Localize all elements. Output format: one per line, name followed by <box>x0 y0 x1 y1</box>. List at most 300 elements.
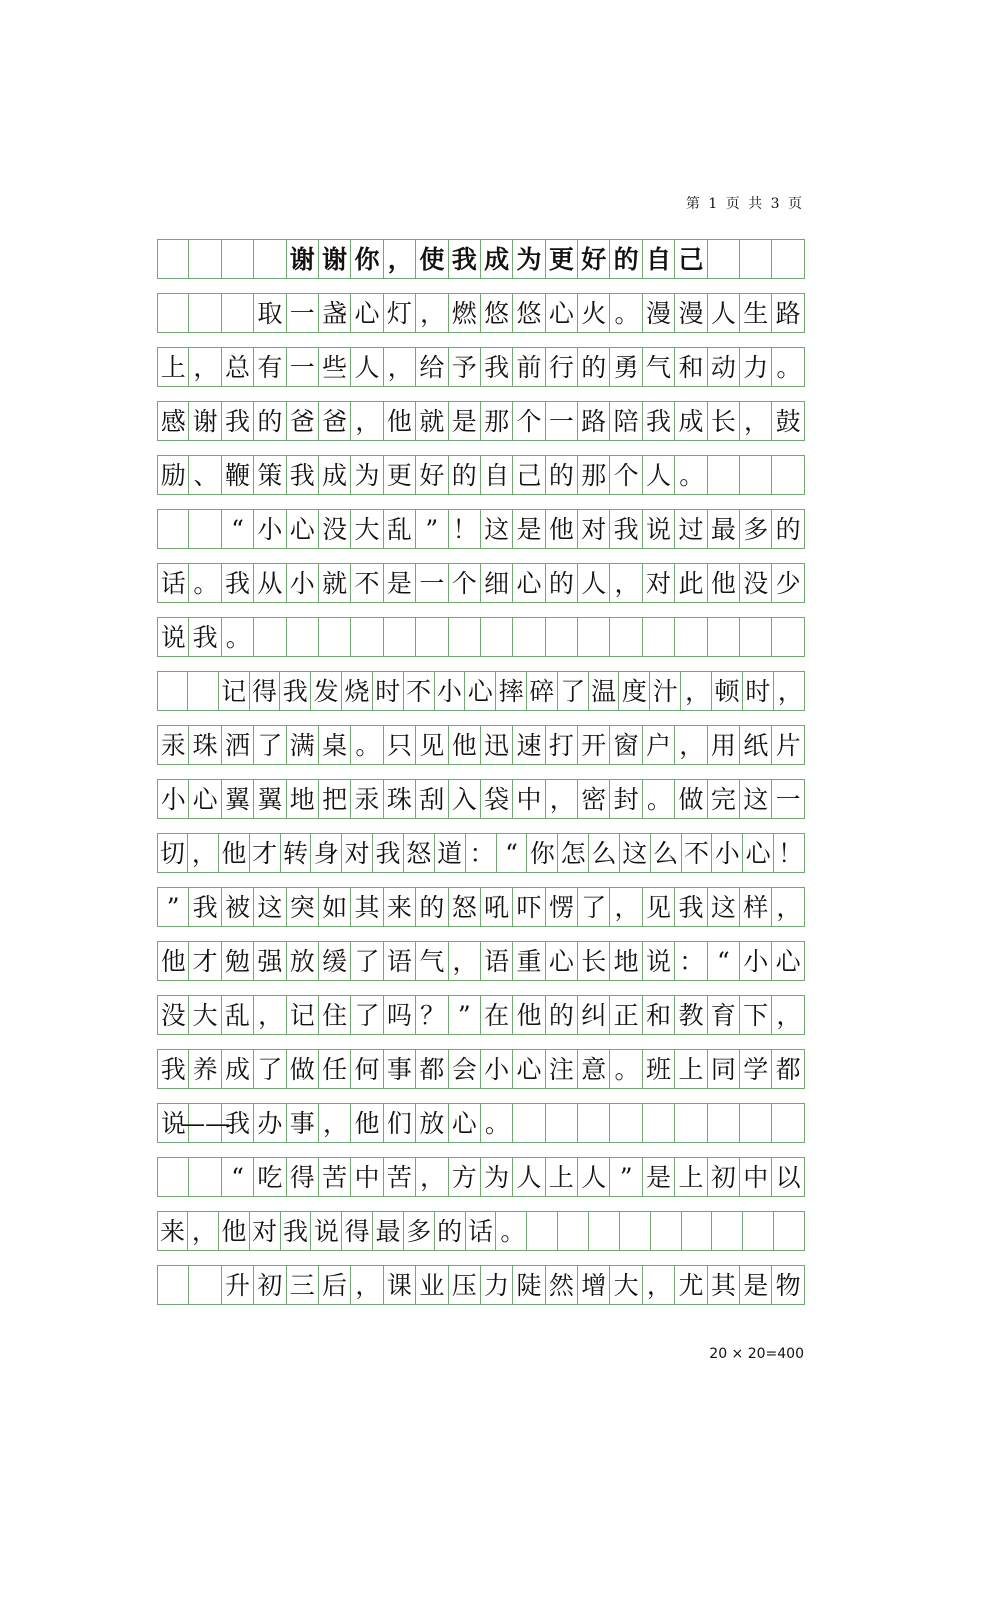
grid-cell: 他 <box>513 995 545 1035</box>
grid-cell: 他 <box>219 833 250 873</box>
grid-cell: 那 <box>578 455 610 495</box>
grid-cell: 动 <box>708 347 740 387</box>
grid-cell: 小 <box>481 1049 513 1089</box>
grid-cell: 被 <box>222 887 254 927</box>
grid-cell: 纸 <box>740 725 772 765</box>
text-row <box>157 1211 805 1251</box>
row-gap <box>157 1305 805 1319</box>
text-row <box>157 347 805 387</box>
grid-cell <box>740 239 772 279</box>
grid-cell: 一 <box>772 779 804 819</box>
grid-cell: 成 <box>222 1049 254 1089</box>
grid-cell: 话 <box>157 563 189 603</box>
grid-cell: 顿 <box>712 671 743 711</box>
grid-cell: ！ <box>449 509 481 549</box>
grid-cell: 见 <box>643 887 675 927</box>
grid-cell: 尤 <box>675 1265 707 1305</box>
grid-cell: ， <box>546 779 578 819</box>
grid-cell: 他 <box>449 725 481 765</box>
grid-cell: 个 <box>610 455 642 495</box>
grid-cell <box>319 617 351 657</box>
title-row <box>157 239 805 279</box>
grid-cell: “ <box>222 509 254 549</box>
row-gap <box>157 1035 805 1049</box>
grid-cell: 袋 <box>481 779 513 819</box>
row-gap <box>157 819 805 833</box>
row-gap <box>157 333 805 347</box>
grid-cell: 怎 <box>558 833 589 873</box>
grid-cell: 学 <box>740 1049 772 1089</box>
grid-cell: 初 <box>708 1157 740 1197</box>
grid-cell: 盏 <box>319 293 351 333</box>
grid-cell: 的 <box>546 455 578 495</box>
grid-cell: 说 <box>157 617 189 657</box>
grid-cell: 时 <box>743 671 774 711</box>
grid-cell <box>558 1211 589 1251</box>
grid-cell: 他 <box>351 1103 383 1143</box>
grid-cell: 鼓 <box>772 401 804 441</box>
grid-cell: 初 <box>254 1265 286 1305</box>
row-gap <box>157 927 805 941</box>
grid-cell: 转 <box>281 833 312 873</box>
grid-cell: 取 <box>254 293 286 333</box>
grid-cell: 谢 <box>319 239 351 279</box>
grid-cell <box>643 1103 675 1143</box>
grid-cell <box>189 239 221 279</box>
grid-cell: 我 <box>481 347 513 387</box>
grid-cell: ， <box>772 995 804 1035</box>
grid-cell: 我 <box>189 617 221 657</box>
grid-cell: 注 <box>546 1049 578 1089</box>
grid-cell <box>157 293 189 333</box>
grid-cell: 力 <box>481 1265 513 1305</box>
grid-cell <box>384 617 416 657</box>
grid-cell: 他 <box>546 509 578 549</box>
grid-cell <box>740 455 772 495</box>
text-row <box>157 293 805 333</box>
grid-cell <box>675 1103 707 1143</box>
grid-cell: 得 <box>250 671 281 711</box>
grid-cell: 己 <box>513 455 545 495</box>
grid-cell: 心 <box>546 941 578 981</box>
grid-cell: 最 <box>373 1211 404 1251</box>
grid-cell: 那 <box>481 401 513 441</box>
grid-cell <box>157 1265 189 1305</box>
grid-cell: 身 <box>311 833 342 873</box>
grid-cell <box>620 1211 651 1251</box>
grid-cell: 三 <box>287 1265 319 1305</box>
grid-cell: 我 <box>189 887 221 927</box>
text-row <box>157 671 805 711</box>
grid-cell: 。 <box>610 293 642 333</box>
grid-cell <box>712 1211 743 1251</box>
grid-cell: 谢 <box>287 239 319 279</box>
grid-cell <box>222 239 254 279</box>
grid-cell: ， <box>643 1265 675 1305</box>
grid-cell: 对 <box>578 509 610 549</box>
grid-cell: 悠 <box>481 293 513 333</box>
grid-cell: 大 <box>189 995 221 1035</box>
grid-cell: 没 <box>740 563 772 603</box>
row-gap <box>157 873 805 887</box>
text-row <box>157 401 805 441</box>
grid-cell: 强 <box>254 941 286 981</box>
grid-cell: 我 <box>281 1211 312 1251</box>
text-row <box>157 509 805 549</box>
grid-cell: 小 <box>435 671 466 711</box>
grid-cell: 是 <box>513 509 545 549</box>
grid-cell: 如 <box>319 887 351 927</box>
text-row <box>157 941 805 981</box>
grid-cell: 都 <box>772 1049 804 1089</box>
grid-cell <box>189 509 221 549</box>
grid-cell: 。 <box>643 779 675 819</box>
grid-cell: 。 <box>481 1103 513 1143</box>
grid-cell: ， <box>740 401 772 441</box>
grid-cell: 他 <box>384 401 416 441</box>
grid-cell <box>222 293 254 333</box>
grid-cell: 发 <box>311 671 342 711</box>
grid-cell: 灯 <box>384 293 416 333</box>
row-gap <box>157 981 805 995</box>
grid-cell: 个 <box>513 401 545 441</box>
text-row <box>157 455 805 495</box>
grid-cell: 己 <box>675 239 707 279</box>
grid-cell <box>546 1103 578 1143</box>
grid-cell: 翼 <box>254 779 286 819</box>
grid-cell: 成 <box>675 401 707 441</box>
grid-cell: 予 <box>449 347 481 387</box>
grid-cell: 此 <box>675 563 707 603</box>
grid-cell: 汞 <box>157 725 189 765</box>
grid-cell <box>578 1103 610 1143</box>
grid-cell: 心 <box>287 509 319 549</box>
grid-cell: “ <box>222 1157 254 1197</box>
grid-cell: 才 <box>250 833 281 873</box>
grid-cell: ， <box>772 887 804 927</box>
grid-cell: 突 <box>287 887 319 927</box>
grid-cell <box>708 455 740 495</box>
grid-cell: ， <box>351 401 383 441</box>
grid-cell: 大 <box>351 509 383 549</box>
grid-cell: 的 <box>546 995 578 1035</box>
grid-cell: 就 <box>319 563 351 603</box>
grid-cell <box>743 1211 774 1251</box>
grid-cell: 大 <box>610 1265 642 1305</box>
grid-cell: 迅 <box>481 725 513 765</box>
grid-cell: 缓 <box>319 941 351 981</box>
grid-cell: 户 <box>643 725 675 765</box>
grid-cell: 道 <box>435 833 466 873</box>
grid-cell: 温 <box>589 671 620 711</box>
grid-cell: ： <box>675 941 707 981</box>
grid-cell: ， <box>384 239 416 279</box>
grid-cell: 在 <box>481 995 513 1035</box>
grid-cell: 珠 <box>189 725 221 765</box>
grid-cell: 总 <box>222 347 254 387</box>
text-row <box>157 779 805 819</box>
row-gap <box>157 657 805 671</box>
text-row <box>157 1049 805 1089</box>
grid-cell: 的 <box>449 455 481 495</box>
grid-cell: 生 <box>740 293 772 333</box>
grid-cell <box>708 239 740 279</box>
grid-cell: 他 <box>708 563 740 603</box>
grid-cell: 同 <box>708 1049 740 1089</box>
grid-cell: 上 <box>675 1049 707 1089</box>
grid-cell <box>351 617 383 657</box>
grid-cell: 么 <box>589 833 620 873</box>
grid-cell: 。 <box>496 1211 527 1251</box>
grid-cell: 我 <box>675 887 707 927</box>
grid-cell: 了 <box>351 995 383 1035</box>
grid-cell: 心 <box>772 941 804 981</box>
text-row <box>157 725 805 765</box>
grid-cell: 把 <box>319 779 351 819</box>
grid-cell: 养 <box>189 1049 221 1089</box>
grid-cell: 会 <box>449 1049 481 1089</box>
grid-cell: 些 <box>319 347 351 387</box>
grid-cell: 力 <box>740 347 772 387</box>
grid-cell: 爸 <box>319 401 351 441</box>
grid-cell: 用 <box>708 725 740 765</box>
grid-cell: 说 <box>643 509 675 549</box>
grid-cell: 没 <box>157 995 189 1035</box>
row-gap <box>157 765 805 779</box>
grid-cell <box>157 509 189 549</box>
row-gap <box>157 603 805 617</box>
grid-cell: 做 <box>287 1049 319 1089</box>
grid-cell: 人 <box>513 1157 545 1197</box>
grid-cell: 方 <box>449 1157 481 1197</box>
grid-cell: 。 <box>189 563 221 603</box>
text-row <box>157 1103 805 1143</box>
grid-cell: 和 <box>643 995 675 1035</box>
grid-cell: 班 <box>643 1049 675 1089</box>
grid-cell: 吃 <box>254 1157 286 1197</box>
grid-cell: 一 <box>416 563 448 603</box>
grid-cell: 任 <box>319 1049 351 1089</box>
grid-cell: ， <box>189 347 221 387</box>
grid-cell <box>708 617 740 657</box>
grid-cell <box>546 617 578 657</box>
grid-cell: 样 <box>740 887 772 927</box>
grid-cell: 。 <box>351 725 383 765</box>
grid-cell: 对 <box>250 1211 281 1251</box>
grid-cell <box>772 455 804 495</box>
grid-cell: 才 <box>189 941 221 981</box>
grid-cell: 然 <box>546 1265 578 1305</box>
grid-cell: 心 <box>465 671 496 711</box>
grid-cell: 对 <box>643 563 675 603</box>
grid-cell: 刮 <box>416 779 448 819</box>
text-row <box>157 833 805 873</box>
grid-cell: 这 <box>740 779 772 819</box>
grid-cell: 育 <box>708 995 740 1035</box>
grid-cell: —— <box>189 1103 221 1143</box>
grid-cell: 心 <box>449 1103 481 1143</box>
grid-cell: ” <box>157 887 189 927</box>
grid-cell: 吼 <box>481 887 513 927</box>
grid-cell <box>188 671 219 711</box>
grid-cell: 压 <box>449 1265 481 1305</box>
grid-cell <box>189 1265 221 1305</box>
grid-cell: 我 <box>280 671 311 711</box>
grid-cell: 中 <box>740 1157 772 1197</box>
grid-cell: 的 <box>772 509 804 549</box>
grid-cell: 不 <box>351 563 383 603</box>
grid-cell: 只 <box>384 725 416 765</box>
grid-cell: “ <box>708 941 740 981</box>
grid-cell: 一 <box>287 347 319 387</box>
grid-cell: ， <box>416 1157 448 1197</box>
grid-cell: 说 <box>311 1211 342 1251</box>
grid-cell: 语 <box>384 941 416 981</box>
grid-cell: ， <box>610 563 642 603</box>
grid-cell: 小 <box>254 509 286 549</box>
grid-cell <box>481 617 513 657</box>
grid-cell: 就 <box>416 401 448 441</box>
grid-cell <box>772 239 804 279</box>
grid-cell <box>287 617 319 657</box>
grid-cell: ！ <box>774 833 805 873</box>
grid-cell: 吓 <box>513 887 545 927</box>
row-gap <box>157 279 805 293</box>
grid-cell: 人 <box>351 347 383 387</box>
text-row <box>157 995 805 1035</box>
text-row <box>157 617 805 657</box>
grid-cell: 陪 <box>610 401 642 441</box>
grid-cell: 其 <box>351 887 383 927</box>
grid-cell <box>772 1103 804 1143</box>
grid-cell: 做 <box>675 779 707 819</box>
grid-cell: ， <box>774 671 805 711</box>
text-row <box>157 563 805 603</box>
grid-cell: 小 <box>287 563 319 603</box>
grid-cell: 入 <box>449 779 481 819</box>
grid-cell: 人 <box>643 455 675 495</box>
grid-cell <box>157 1157 189 1197</box>
grid-cell: 心 <box>513 1049 545 1089</box>
grid-cell: 我 <box>287 455 319 495</box>
grid-cell: 翼 <box>222 779 254 819</box>
row-gap <box>157 711 805 725</box>
grid-cell: 不 <box>682 833 713 873</box>
grid-cell: 事 <box>287 1103 319 1143</box>
grid-cell: 么 <box>651 833 682 873</box>
grid-cell: 长 <box>708 401 740 441</box>
grid-cell: 没 <box>319 509 351 549</box>
grid-cell: 。 <box>222 617 254 657</box>
grid-cell: 前 <box>513 347 545 387</box>
grid-cell: 业 <box>416 1265 448 1305</box>
grid-cell: 。 <box>675 455 707 495</box>
grid-cell: ， <box>610 887 642 927</box>
grid-cell: 正 <box>610 995 642 1035</box>
grid-cell: ， <box>254 995 286 1035</box>
grid-cell: 了 <box>254 1049 286 1089</box>
grid-cell: 更 <box>546 239 578 279</box>
grid-cell: 少 <box>772 563 804 603</box>
grid-cell: 小 <box>740 941 772 981</box>
grid-cell: 增 <box>578 1265 610 1305</box>
grid-cell: 见 <box>416 725 448 765</box>
grid-cell: 一 <box>546 401 578 441</box>
grid-cell: 多 <box>404 1211 435 1251</box>
grid-cell: ： <box>466 833 497 873</box>
grid-cell: 这 <box>254 887 286 927</box>
grid-cell: 路 <box>772 293 804 333</box>
grid-cell <box>610 1103 642 1143</box>
grid-cell: ， <box>188 1211 219 1251</box>
grid-cell: 住 <box>319 995 351 1035</box>
grid-cell: 鞭 <box>222 455 254 495</box>
grid-cell <box>610 617 642 657</box>
grid-cell: 对 <box>342 833 373 873</box>
grid-cell: 成 <box>481 239 513 279</box>
grid-cell: 地 <box>287 779 319 819</box>
grid-cell: 心 <box>546 293 578 333</box>
row-gap <box>157 1089 805 1103</box>
grid-cell: 我 <box>610 509 642 549</box>
grid-cell: 爸 <box>287 401 319 441</box>
row-gap <box>157 495 805 509</box>
grid-cell: 了 <box>558 671 589 711</box>
grid-cell: 们 <box>384 1103 416 1143</box>
grid-cell <box>189 293 221 333</box>
grid-cell: 我 <box>222 1103 254 1143</box>
grid-cell: 烧 <box>342 671 373 711</box>
grid-cell: 来 <box>157 1211 188 1251</box>
grid-cell: 记 <box>219 671 250 711</box>
grid-cell: 感 <box>157 401 189 441</box>
grid-cell: ， <box>416 293 448 333</box>
page-number: 第 1 页 共 3 页 <box>685 196 804 212</box>
grid-cell: 时 <box>373 671 404 711</box>
grid-cell: 度 <box>619 671 650 711</box>
grid-cell: ” <box>449 995 481 1035</box>
grid-cell: ？ <box>416 995 448 1035</box>
grid-cell: 有 <box>254 347 286 387</box>
grid-cell: 说 <box>643 941 675 981</box>
grid-cell: 使 <box>416 239 448 279</box>
grid-cell: 事 <box>384 1049 416 1089</box>
grid-cell: 不 <box>404 671 435 711</box>
grid-cell: 中 <box>513 779 545 819</box>
grid-cell <box>254 617 286 657</box>
grid-cell <box>708 1103 740 1143</box>
grid-cell: 完 <box>708 779 740 819</box>
grid-cell: 的 <box>435 1211 466 1251</box>
grid-cell: 心 <box>189 779 221 819</box>
grid-cell <box>682 1211 713 1251</box>
grid-cell: “ <box>497 833 528 873</box>
manuscript-grid <box>157 239 805 1319</box>
grid-cell: 自 <box>481 455 513 495</box>
grid-cell: 地 <box>610 941 642 981</box>
grid-cell: 个 <box>449 563 481 603</box>
grid-cell: 。 <box>772 347 804 387</box>
grid-cell: 吗 <box>384 995 416 1035</box>
grid-cell: 成 <box>319 455 351 495</box>
grid-cell: 密 <box>578 779 610 819</box>
grid-cell: ” <box>610 1157 642 1197</box>
grid-cell: 打 <box>546 725 578 765</box>
grid-cell: 我 <box>449 239 481 279</box>
grid-cell: 好 <box>416 455 448 495</box>
grid-cell: 重 <box>513 941 545 981</box>
grid-cell: 怒 <box>404 833 435 873</box>
